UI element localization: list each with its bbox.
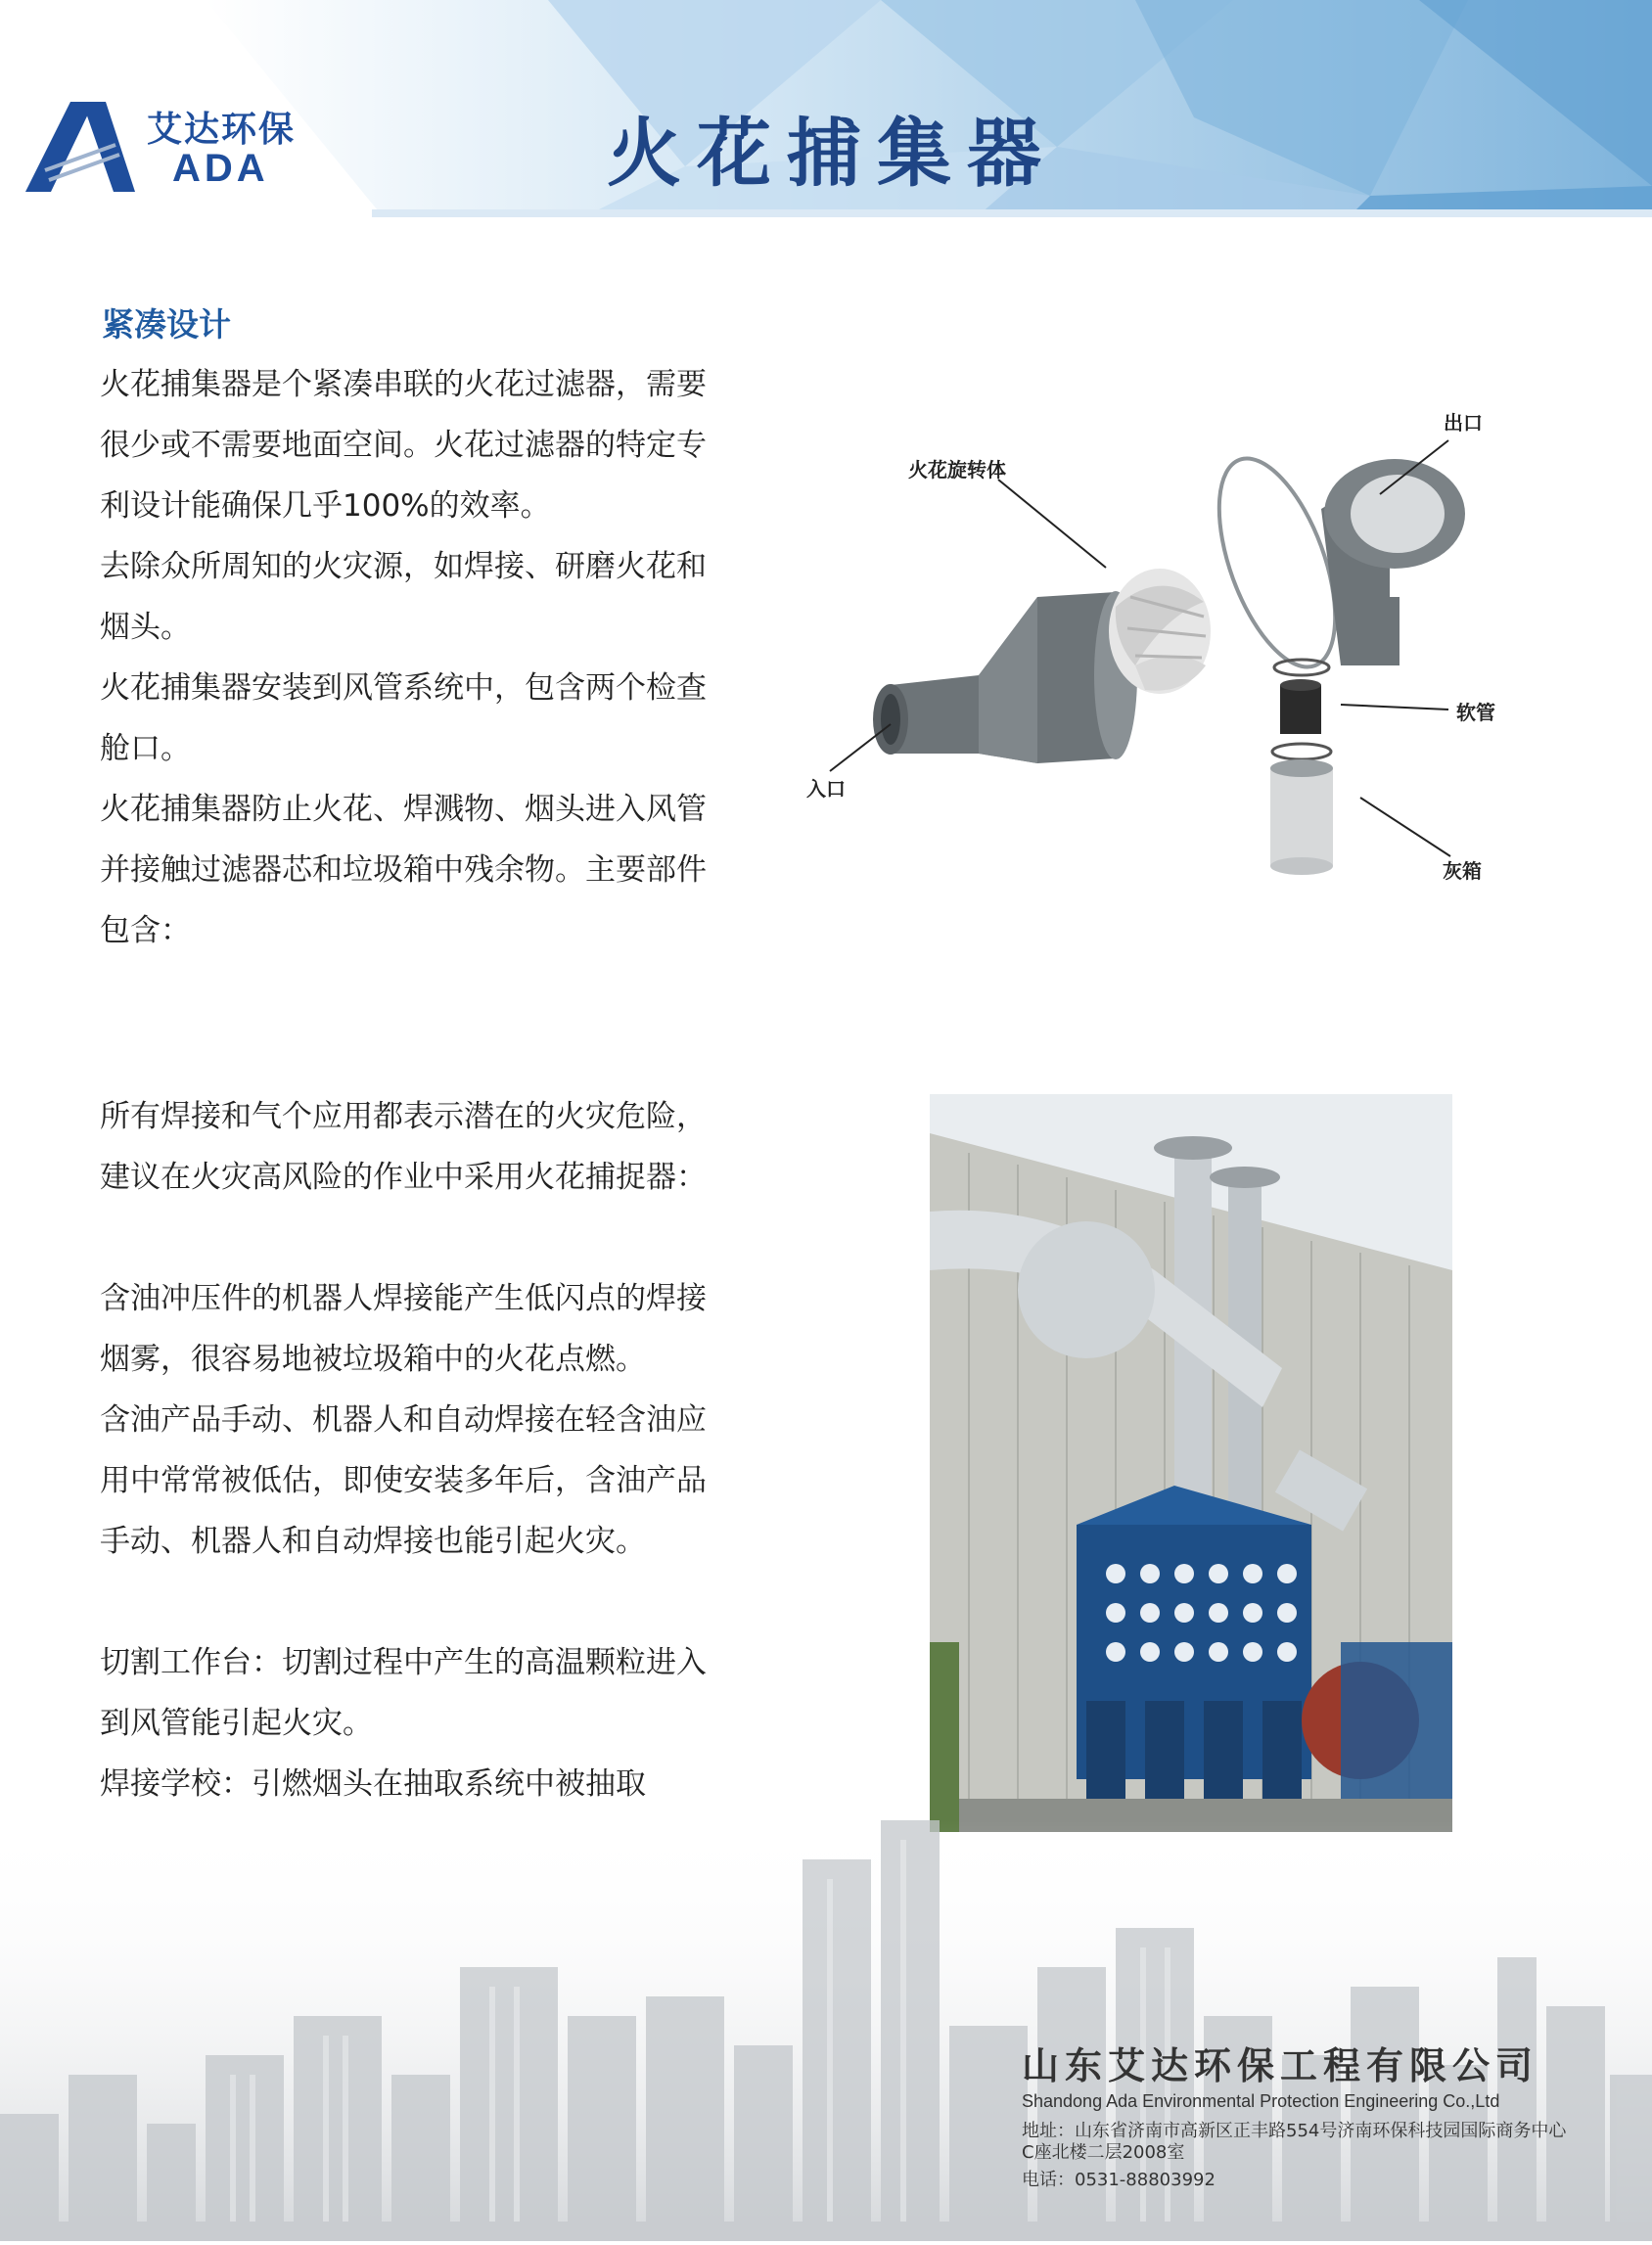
section-title: 紧凑设计	[102, 305, 231, 344]
diagram-drawing	[744, 372, 1625, 920]
body-paragraph: 含油冲压件的机器人焊接能产生低闪点的焊接烟雾，很容易地被垃圾箱中的火花点燃。	[100, 1281, 707, 1377]
city-skyline-background	[0, 1820, 1652, 2241]
body-paragraph: 含油产品手动、机器人和自动焊接在轻含油应用中常常被低估，即使安装多年后，含油产品手动、机器人和自动焊接也能引起火灾。	[100, 1402, 707, 1559]
body-paragraph: 焊接学校：引燃烟头在抽取系统中被抽取	[100, 1766, 646, 1802]
label-inlet: 入口	[806, 777, 846, 801]
spark-arrestor-exploded-diagram	[744, 372, 1625, 920]
page-title: 火花捕集器	[607, 110, 1057, 197]
hose-part	[1272, 660, 1331, 759]
label-ash-box: 灰箱	[1443, 859, 1482, 883]
ash-box-part	[1270, 759, 1333, 875]
body-paragraph: 火花捕集器是个紧凑串联的火花过滤器，需要很少或不需要地面空间。火花过滤器的特定专利设计能确保几乎100%的效率。	[100, 367, 707, 524]
body-paragraph: 火花捕集器安装到风管系统中，包含两个检查舱口。	[100, 670, 707, 766]
body-paragraph: 去除众所周知的火灾源，如焊接、研磨火花和烟头。	[100, 549, 707, 645]
label-hose: 软管	[1456, 701, 1495, 724]
installation-photo	[930, 1094, 1452, 1832]
company-address: 地址：山东省济南市高新区正丰路554号济南环保科技园国际商务中心C座北楼二层2008室	[1022, 2121, 1567, 2163]
company-phone: 电话：0531-88803992	[1022, 2170, 1216, 2190]
inlet-cone-part	[873, 591, 1137, 763]
spark-rotor-part	[1109, 569, 1211, 694]
brand-name-cn: 艾达环保	[147, 110, 297, 150]
label-outlet: 出口	[1444, 411, 1483, 435]
label-spark-rotor: 火花旋转体	[908, 458, 1006, 481]
company-name-cn: 山东艾达环保工程有限公司	[1022, 2044, 1539, 2087]
company-name-en: Shandong Ada Environmental Protection Engineering Co.,Ltd	[1022, 2091, 1500, 2111]
outlet-part	[1321, 459, 1465, 665]
ada-logo-icon	[25, 102, 135, 192]
body-paragraph: 火花捕集器防止火花、焊溅物、烟头进入风管并接触过滤器芯和垃圾箱中残余物。主要部件包含：	[100, 792, 707, 948]
body-paragraph: 所有焊接和气个应用都表示潜在的火灾危险，建议在火灾高风险的作业中采用火花捕捉器：	[100, 1099, 707, 1195]
brand-name-en: ADA	[172, 147, 269, 190]
body-paragraph: 切割工作台：切割过程中产生的高温颗粒进入到风管能引起火灾。	[100, 1645, 707, 1741]
